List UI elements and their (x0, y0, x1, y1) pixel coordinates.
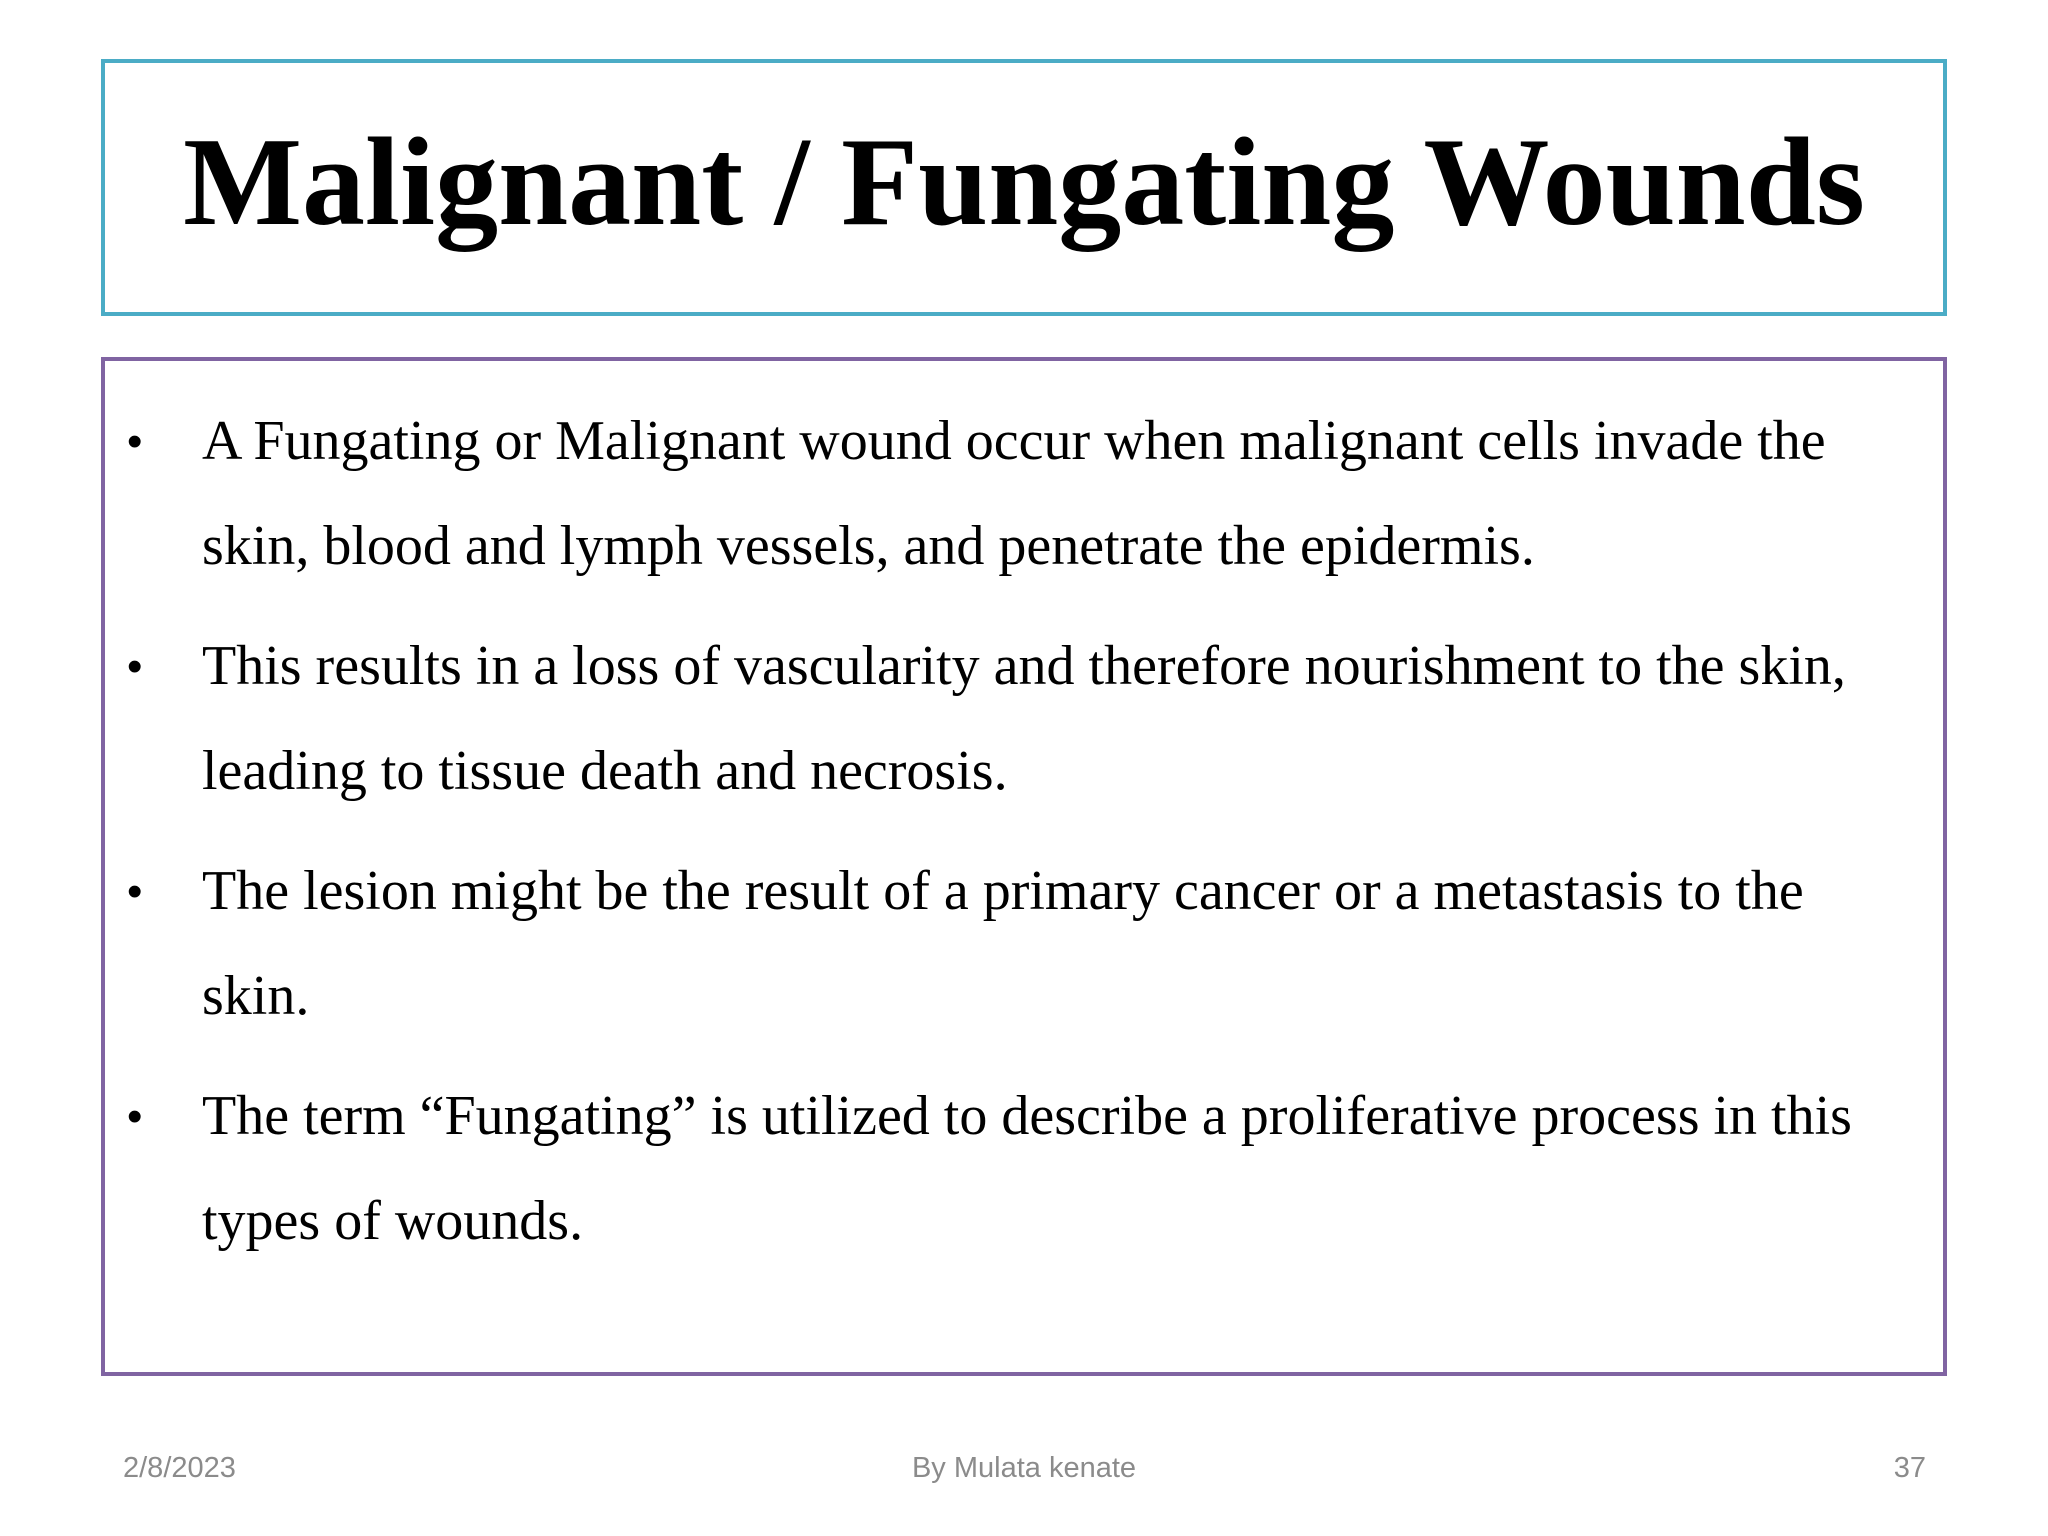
bullet-item (105, 614, 1943, 824)
footer-page-number: 37 (1893, 1452, 1926, 1484)
bullet-text: A Fungating or Malignant wound occur when malignant cells invade the skin, blood and lymph vessels, and penetrate the epidermis. (202, 410, 1826, 577)
slide-title: Malignant / Fungating Wounds (183, 112, 1865, 252)
bullet-marker: • (127, 1092, 143, 1141)
footer-author: By Mulata kenate (911, 1452, 1137, 1484)
bullet-text: This results in a loss of vascularity and therefore nourishment to the skin, leading to tissue death and necrosis. (202, 635, 1846, 802)
bullet-list (105, 389, 1943, 1289)
title-box (101, 59, 1947, 316)
footer-date: 2/8/2023 (123, 1452, 236, 1484)
bullet-marker: • (127, 417, 143, 466)
bullet-item (105, 1064, 1943, 1274)
bullet-item (105, 389, 1943, 599)
bullet-item (105, 839, 1943, 1049)
bullet-marker: • (127, 867, 143, 916)
bullet-text: The term “Fungating” is utilized to describe a proliferative process in this types of wounds. (202, 1085, 1852, 1252)
bullet-text: The lesion might be the result of a primary cancer or a metastasis to the skin. (202, 860, 1804, 1027)
bullet-marker: • (127, 642, 143, 691)
content-box (101, 357, 1947, 1376)
